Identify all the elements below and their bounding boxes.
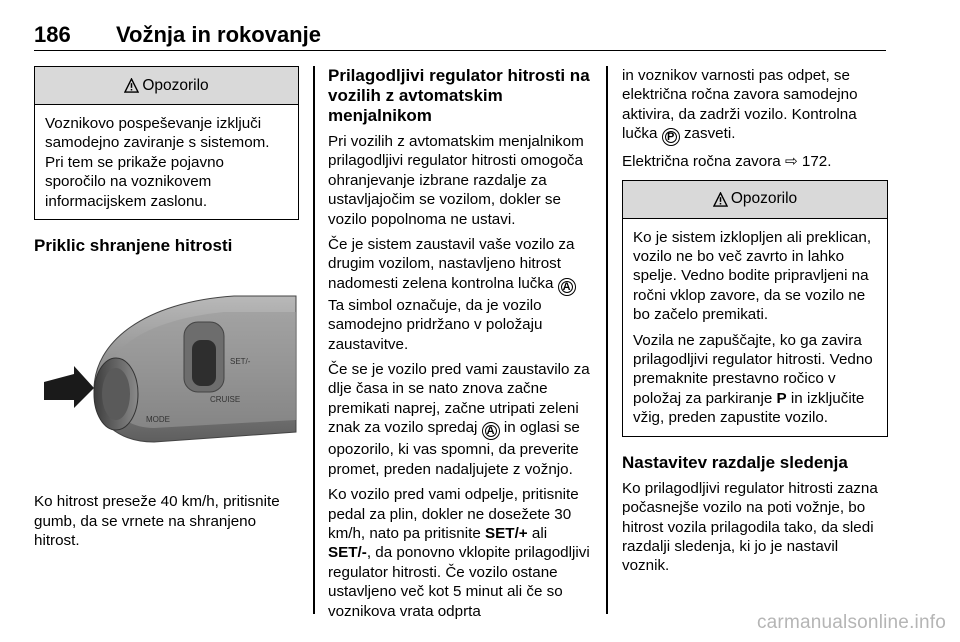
cruise-stalk-illustration (34, 282, 299, 457)
warning-header (623, 181, 887, 219)
paragraph: Električna ročna zavora ⇨ 172. (622, 153, 832, 171)
paragraph: Ko vozilo pred vami odpelje, pritisnite pedal za plin, dokler ne dosežete 30 km/h, nato pa pritisnite SET/+ ali SET/-, da ponovno vklopite prilagodljivi regulator hitrosti. Če vozilo ostane ustavljeno več kot 5 minut ali če so voznikova vrata odprta (328, 486, 590, 620)
paragraph: Pri vozilih z avtomatskim menjalnikom prilagodljivi regulator hitrosti omogoča ohranjevanje izbrane razdalje za ustavljajočim se vozilom, dokler se vozilo popolnoma ne ustavi. (328, 133, 584, 228)
cruise-label: CRUISE (210, 395, 241, 405)
press-arrow-icon (44, 366, 94, 408)
column-2 (328, 66, 592, 627)
hold-indicator-icon: A (482, 422, 500, 440)
warning-header (35, 67, 298, 105)
column-1 (34, 66, 299, 557)
section-heading-following-distance: Nastavitev razdalje sledenja (622, 452, 848, 472)
paragraph: in voznikov varnosti pas odpet, se električna ročna zavora samodejno aktivira, da zadrži vozilo. Kontrolna lučka P zasveti. (622, 66, 888, 146)
page-title: Vožnja in rokovanje (116, 22, 321, 47)
watermark: carmanualsonline.info (756, 612, 946, 633)
warning-box-2 (622, 180, 888, 437)
column-3 (622, 66, 888, 582)
warning-text: Ko je sistem izklopljen ali preklican, vozilo ne bo več zavrto in lahko spelje. Vedno bodite pripravljeni na ročni vklop zavore, da se vozilo ne bo začelo premikati. (633, 228, 872, 324)
warning-title: Opozorilo (142, 76, 209, 94)
set-label: SET/- (230, 357, 251, 367)
warning-box-1 (34, 66, 299, 220)
warning-title: Opozorilo (730, 190, 798, 208)
paragraph: Če se je vozilo pred vami zaustavilo za dlje časa in se nato znova začne premikati naprej, začne utripati zeleni znak za vozilo spredaj A in oglasi se opozorilo, ki vas spomni, da preverite promet, preden nadaljujete z vožnjo. (328, 361, 590, 478)
hold-indicator-icon: A (558, 278, 576, 296)
paragraph: Ko prilagodljivi regulator hitrosti zazna počasnejše vozilo na poti vožnje, bo hitrost vozila prilagodila tako, da sledi razdalji sledenja, ki jo je nastavil voznik. (622, 479, 878, 575)
page-reference-icon: ⇨ (784, 153, 798, 171)
caption-text: Ko hitrost preseže 40 km/h, pritisnite gumb, da se vrnete na shranjeno hitrost. (34, 493, 280, 550)
page-number: 186 (34, 22, 71, 47)
warning-text: Vozila ne zapuščajte, ko ga zavira prilagodljivi regulator hitrosti. Vedno premaknite prestavno ročico v položaj za parkiranje P in izključite vžig, preden zapustite vozilo. (633, 331, 873, 427)
page-header (34, 20, 886, 51)
column-divider-1 (313, 66, 315, 614)
column-divider-2 (606, 66, 608, 614)
mode-label: MODE (146, 415, 170, 425)
warning-triangle-icon (124, 78, 139, 93)
warning-triangle-icon (713, 192, 728, 207)
warning-text: Voznikovo pospeševanje izključi samodejno zaviranje s sistemom. Pri tem se prikaže pojavno sporočilo na voznikovem informacijskem zaslonu. (45, 115, 270, 210)
paragraph: Če je sistem zaustavil vaše vozilo za drugim vozilom, nastavljeno hitrost nadomesti zelena kontrolna lučka A Ta simbol označuje, da je vozilo samodejno pridržano v položaju zaustavitve. (328, 236, 575, 353)
section-heading-acc: Prilagodljivi regulator hitrosti na vozilih z avtomatskim menjalnikom (328, 66, 590, 125)
parking-brake-indicator-icon: P (662, 128, 680, 146)
section-heading-recall: Priklic shranjene hitrosti (34, 236, 233, 256)
